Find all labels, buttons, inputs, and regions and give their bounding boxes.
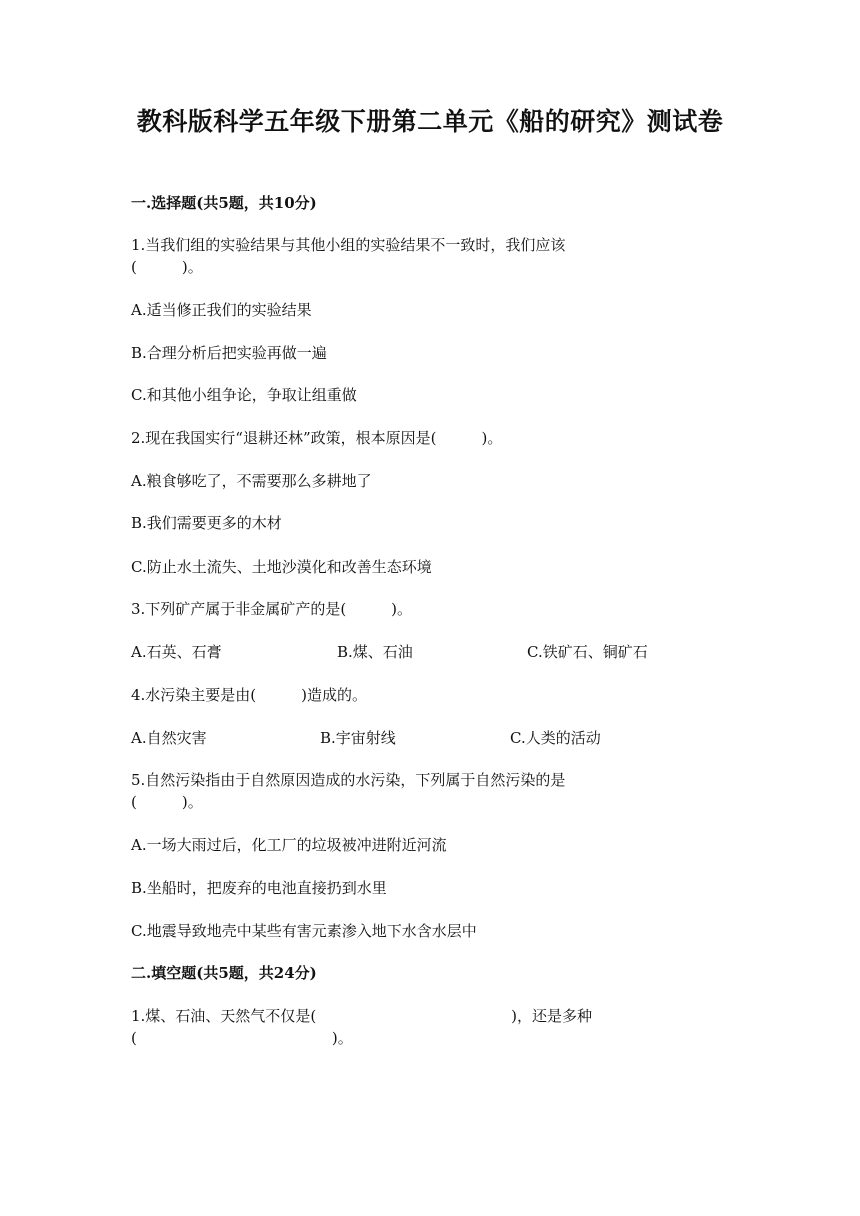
fill-question-1-line2: ( )。 [131,1029,353,1047]
question-5-option-a: A.一场大雨过后，化工厂的垃圾被冲进附近河流 [131,836,447,854]
question-4-option-c: C.人类的活动 [510,729,601,747]
section-heading-fill-blank: 二.填空题(共5题，共24分) [131,964,317,982]
question-3-line1: 3.下列矿产属于非金属矿产的是( )。 [131,600,413,618]
question-4-line1: 4.水污染主要是由( )造成的。 [131,686,368,704]
question-5-stem [131,769,651,813]
question-2-option-a: A.粮食够吃了，不需要那么多耕地了 [131,472,372,490]
question-5-option-c: C.地震导致地壳中某些有害元素渗入地下水含水层中 [131,922,477,940]
question-1-option-b: B.合理分析后把实验再做一遍 [131,344,327,362]
question-2-option-c: C.防止水土流失、土地沙漠化和改善生态环境 [131,558,432,576]
question-1-line2: ( )。 [131,258,203,276]
question-2-line1: 2.现在我国实行“退耕还林”政策，根本原因是( )。 [131,429,503,447]
question-3-option-b: B.煤、石油 [337,643,413,661]
fill-question-1-stem [131,1005,691,1049]
fill-question-1-line1: 1.煤、石油、天然气不仅是( )，还是多种 [131,1007,593,1025]
question-1-line1: 1.当我们组的实验结果与其他小组的实验结果不一致时，我们应该 [131,236,566,254]
question-5-option-b: B.坐船时，把废弃的电池直接扔到水里 [131,879,387,897]
question-4-option-b: B.宇宙射线 [320,729,396,747]
question-3-option-c: C.铁矿石、铜矿石 [527,643,648,661]
page-title: 教科版科学五年级下册第二单元《船的研究》测试卷 [136,107,724,136]
question-1-option-c: C.和其他小组争论，争取让组重做 [131,386,357,404]
section-heading-choice: 一.选择题(共5题，共10分) [131,194,317,212]
question-5-line1: 5.自然污染指由于自然原因造成的水污染，下列属于自然污染的是 [131,771,566,789]
question-3-stem [131,598,651,620]
question-1-stem [131,234,651,278]
question-2-option-b: B.我们需要更多的木材 [131,514,282,532]
question-4-option-a: A.自然灾害 [131,729,207,747]
question-1-option-a: A.适当修正我们的实验结果 [131,301,312,319]
question-2-stem [131,427,651,449]
question-3-option-a: A.石英、石膏 [131,643,222,661]
question-5-line2: ( )。 [131,793,203,811]
question-4-stem [131,684,651,706]
